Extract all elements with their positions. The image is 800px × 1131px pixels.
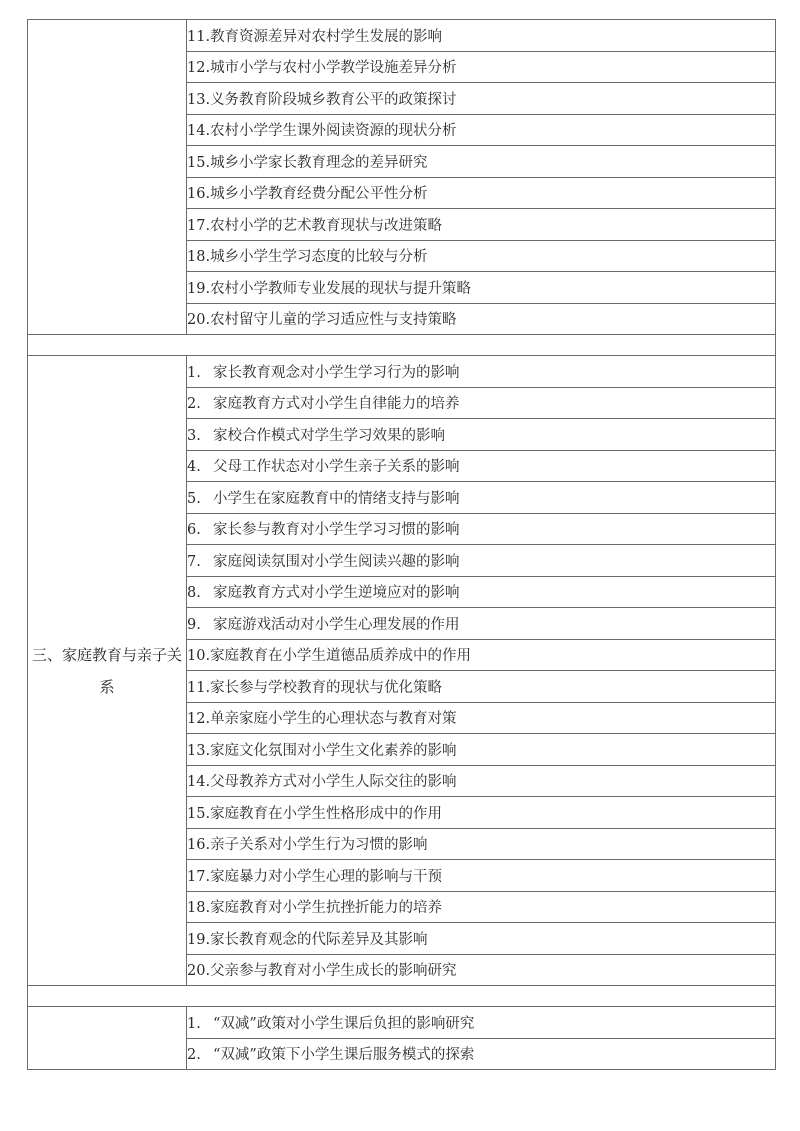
topic-number: 16. bbox=[187, 837, 211, 854]
topic-cell bbox=[187, 356, 776, 388]
topic-number: 17. bbox=[187, 217, 211, 234]
topic-number: 4. bbox=[187, 459, 201, 476]
topic-title: 家庭游戏活动对小学生心理发展的作用 bbox=[213, 616, 460, 633]
topic-number: 12. bbox=[187, 711, 211, 728]
topic-number: 14. bbox=[187, 123, 211, 140]
topic-cell bbox=[187, 240, 776, 272]
topic-number: 7. bbox=[187, 553, 201, 570]
category-cell: 三、家庭教育与亲子关系 bbox=[28, 356, 187, 986]
topic-title: 城乡小学生学习态度的比较与分析 bbox=[210, 249, 428, 266]
topic-number: 18. bbox=[187, 900, 211, 917]
topic-number: 13. bbox=[187, 742, 211, 759]
topic-cell bbox=[187, 20, 776, 52]
separator-row bbox=[28, 335, 776, 356]
topic-title: 农村留守儿童的学习适应性与支持策略 bbox=[210, 312, 457, 329]
separator-cell bbox=[28, 986, 776, 1007]
topic-title: 家长教育观念对小学生学习行为的影响 bbox=[213, 364, 460, 381]
topic-title: 家庭暴力对小学生心理的影响与干预 bbox=[210, 868, 443, 885]
topic-title: 家庭文化氛围对小学生文化素养的影响 bbox=[210, 742, 457, 759]
topic-cell bbox=[187, 51, 776, 83]
topic-title: 农村小学的艺术教育现状与改进策略 bbox=[210, 217, 443, 234]
topic-cell bbox=[187, 702, 776, 734]
topic-title: 家庭教育对小学生抗挫折能力的培养 bbox=[210, 900, 443, 917]
topic-number: 6. bbox=[187, 522, 201, 539]
topic-title: 农村小学教师专业发展的现状与提升策略 bbox=[210, 280, 472, 297]
topic-title: 家长参与学校教育的现状与优化策略 bbox=[210, 679, 443, 696]
topic-title: 单亲家庭小学生的心理状态与教育对策 bbox=[210, 711, 457, 728]
separator-cell bbox=[28, 335, 776, 356]
topic-cell bbox=[187, 828, 776, 860]
topic-number: 2. bbox=[187, 396, 201, 413]
topic-number: 11. bbox=[187, 679, 211, 696]
topic-title: 亲子关系对小学生行为习惯的影响 bbox=[210, 837, 428, 854]
table-row bbox=[28, 356, 776, 388]
topic-cell bbox=[187, 954, 776, 986]
topic-cell bbox=[187, 114, 776, 146]
topic-cell bbox=[187, 639, 776, 671]
topic-number: 15. bbox=[187, 154, 211, 171]
topic-number: 1. bbox=[187, 1015, 201, 1032]
topic-cell bbox=[187, 734, 776, 766]
topic-number: 20. bbox=[187, 312, 211, 329]
topic-cell bbox=[187, 608, 776, 640]
topic-title: 农村小学学生课外阅读资源的现状分析 bbox=[210, 123, 457, 140]
topic-title: 义务教育阶段城乡教育公平的政策探讨 bbox=[210, 91, 457, 108]
topic-number: 19. bbox=[187, 280, 211, 297]
topic-cell bbox=[187, 513, 776, 545]
topic-number: 18. bbox=[187, 249, 211, 266]
topic-number: 15. bbox=[187, 805, 211, 822]
topic-title: 家校合作模式对学生学习效果的影响 bbox=[213, 427, 445, 444]
topic-title: 城市小学与农村小学教学设施差异分析 bbox=[210, 60, 457, 77]
table-row bbox=[28, 20, 776, 52]
topic-number: 3. bbox=[187, 427, 201, 444]
topic-title: 城乡小学教育经费分配公平性分析 bbox=[210, 186, 428, 203]
topic-title: 家长教育观念的代际差异及其影响 bbox=[210, 931, 428, 948]
topics-table bbox=[27, 19, 776, 1070]
topic-cell bbox=[187, 482, 776, 514]
topic-title: 父母教养方式对小学生人际交往的影响 bbox=[210, 774, 457, 791]
category-cell bbox=[28, 1007, 187, 1070]
topic-title: 小学生在家庭教育中的情绪支持与影响 bbox=[213, 490, 460, 507]
topic-title: 父母工作状态对小学生亲子关系的影响 bbox=[213, 459, 460, 476]
topic-number: 13. bbox=[187, 91, 211, 108]
topic-cell bbox=[187, 923, 776, 955]
separator-row bbox=[28, 986, 776, 1007]
topic-cell bbox=[187, 1007, 776, 1039]
topic-cell bbox=[187, 83, 776, 115]
topic-title: 教育资源差异对农村学生发展的影响 bbox=[210, 28, 443, 45]
topic-number: 14. bbox=[187, 774, 211, 791]
topic-title: “双减”政策对小学生课后负担的影响研究 bbox=[213, 1015, 475, 1032]
topic-cell bbox=[187, 576, 776, 608]
topic-cell bbox=[187, 671, 776, 703]
table-row bbox=[28, 1007, 776, 1039]
topic-cell bbox=[187, 450, 776, 482]
topic-title: 家庭教育在小学生性格形成中的作用 bbox=[210, 805, 443, 822]
topic-title: 城乡小学家长教育理念的差异研究 bbox=[210, 154, 428, 171]
topic-number: 5. bbox=[187, 490, 201, 507]
topic-title: 家庭阅读氛围对小学生阅读兴趣的影响 bbox=[213, 553, 460, 570]
topic-title: “双减”政策下小学生课后服务模式的探索 bbox=[213, 1047, 475, 1064]
topic-title: 家庭教育在小学生道德品质养成中的作用 bbox=[210, 648, 472, 665]
topic-number: 1. bbox=[187, 364, 201, 381]
topic-cell bbox=[187, 272, 776, 304]
topic-number: 9. bbox=[187, 616, 201, 633]
topic-number: 11. bbox=[187, 28, 211, 45]
topic-title: 家庭教育方式对小学生逆境应对的影响 bbox=[213, 585, 460, 602]
topic-cell bbox=[187, 146, 776, 178]
topic-cell bbox=[187, 303, 776, 335]
topic-number: 19. bbox=[187, 931, 211, 948]
topic-number: 8. bbox=[187, 585, 201, 602]
topic-cell bbox=[187, 1038, 776, 1070]
topic-cell bbox=[187, 177, 776, 209]
topic-number: 20. bbox=[187, 963, 211, 980]
topic-number: 12. bbox=[187, 60, 211, 77]
topic-cell bbox=[187, 545, 776, 577]
topic-title: 家庭教育方式对小学生自律能力的培养 bbox=[213, 396, 460, 413]
topic-cell bbox=[187, 387, 776, 419]
topic-title: 家长参与教育对小学生学习习惯的影响 bbox=[213, 522, 460, 539]
topic-cell bbox=[187, 765, 776, 797]
topic-cell bbox=[187, 860, 776, 892]
topic-cell bbox=[187, 419, 776, 451]
topic-title: 父亲参与教育对小学生成长的影响研究 bbox=[210, 963, 457, 980]
topic-number: 10. bbox=[187, 648, 211, 665]
topic-number: 2. bbox=[187, 1047, 201, 1064]
topics-table-body bbox=[28, 20, 776, 1070]
topic-number: 16. bbox=[187, 186, 211, 203]
topic-cell bbox=[187, 209, 776, 241]
category-cell bbox=[28, 20, 187, 335]
topic-cell bbox=[187, 797, 776, 829]
topic-number: 17. bbox=[187, 868, 211, 885]
topic-cell bbox=[187, 891, 776, 923]
